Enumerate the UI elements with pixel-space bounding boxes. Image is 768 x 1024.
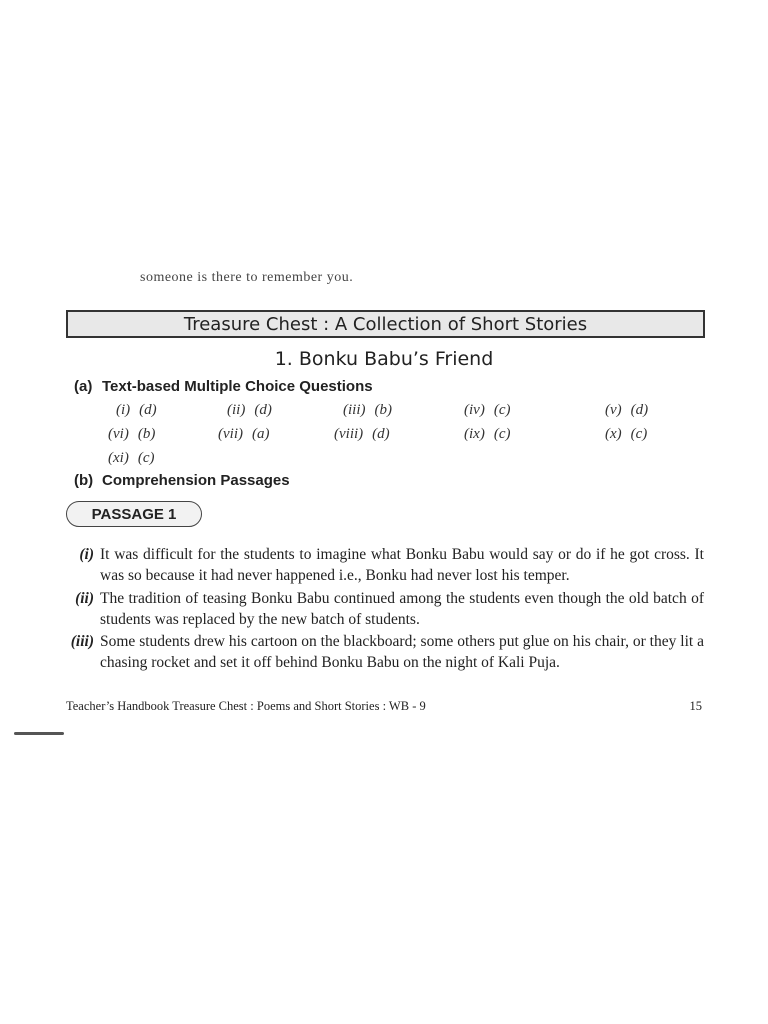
answer-number: (ix) [464, 426, 485, 442]
cut-off-text-line [140, 270, 390, 292]
passage-label: PASSAGE 1 [91, 505, 177, 523]
answer-item [108, 450, 154, 467]
scroll-indicator[interactable] [14, 732, 64, 735]
answer-item [464, 426, 510, 443]
answer-number: (ii) [227, 402, 246, 418]
passage-answer-number: (i) [79, 546, 94, 563]
answer-number: (i) [116, 402, 131, 418]
heading-mcq [74, 378, 373, 395]
answer-number: (vii) [218, 426, 243, 442]
story-title: 1. Bonku Babu’s Friend [274, 348, 494, 370]
answer-number: (x) [605, 426, 622, 442]
answer-item [218, 426, 269, 443]
answer-item [343, 402, 392, 419]
answer-number: (vi) [108, 426, 129, 442]
answer-option: (b) [374, 402, 392, 418]
cut-off-text: someone is there to remember you. [140, 270, 354, 285]
answer-number: (xi) [108, 450, 129, 466]
passage-answer-number: (ii) [75, 590, 94, 607]
answer-option: (d) [254, 402, 272, 418]
passage-answer-text: It was difficult for the students to imagine what Bonku Babu would say or do if he got cross. It was so because it had never happened i.e., Bonku had never lost his temper. [100, 546, 704, 584]
answer-number: (v) [605, 402, 622, 418]
answer-number: (iii) [343, 402, 366, 418]
answer-item [605, 426, 647, 443]
answer-item [116, 402, 157, 419]
section-title-box [66, 310, 705, 338]
passage-answer-text: The tradition of teasing Bonku Babu continued among the students even though the old batch of students was replaced by the new batch of students. [100, 590, 704, 628]
answer-number: (viii) [334, 426, 364, 442]
answer-option: (c) [493, 402, 511, 418]
footer-book-title: Teacher’s Handbook Treasure Chest : Poems and Short Stories : WB - 9 [66, 699, 426, 713]
passage-answer-text: Some students drew his cartoon on the blackboard; some others put glue on his chair, or they lit a chasing rocket and set it off behind Bonku Babu on the night of Kali Puja. [100, 633, 704, 671]
passage-answer-number: (iii) [70, 633, 94, 650]
answer-item [464, 402, 510, 419]
answer-option: (d) [139, 402, 157, 418]
passage-label-badge [66, 501, 202, 527]
answer-number: (iv) [464, 402, 485, 418]
heading-mcq-label: (a) [74, 378, 93, 395]
page-number: 15 [689, 699, 702, 713]
answer-option: (d) [372, 426, 390, 442]
answer-option: (c) [137, 450, 155, 466]
heading-comprehension-title: Comprehension Passages [102, 472, 290, 489]
answer-option: (a) [251, 426, 270, 442]
heading-comprehension [74, 472, 290, 489]
answer-item [334, 426, 390, 443]
answer-option: (c) [630, 426, 648, 442]
heading-mcq-title: Text-based Multiple Choice Questions [102, 378, 373, 395]
answer-option: (b) [137, 426, 156, 442]
answer-item [605, 402, 648, 419]
answer-option: (d) [630, 402, 649, 418]
answer-item [227, 402, 272, 419]
answer-item [108, 426, 155, 443]
heading-comprehension-label: (b) [74, 472, 94, 489]
answer-option: (c) [493, 426, 511, 442]
section-title: Treasure Chest : A Collection of Short Stories [183, 313, 588, 335]
